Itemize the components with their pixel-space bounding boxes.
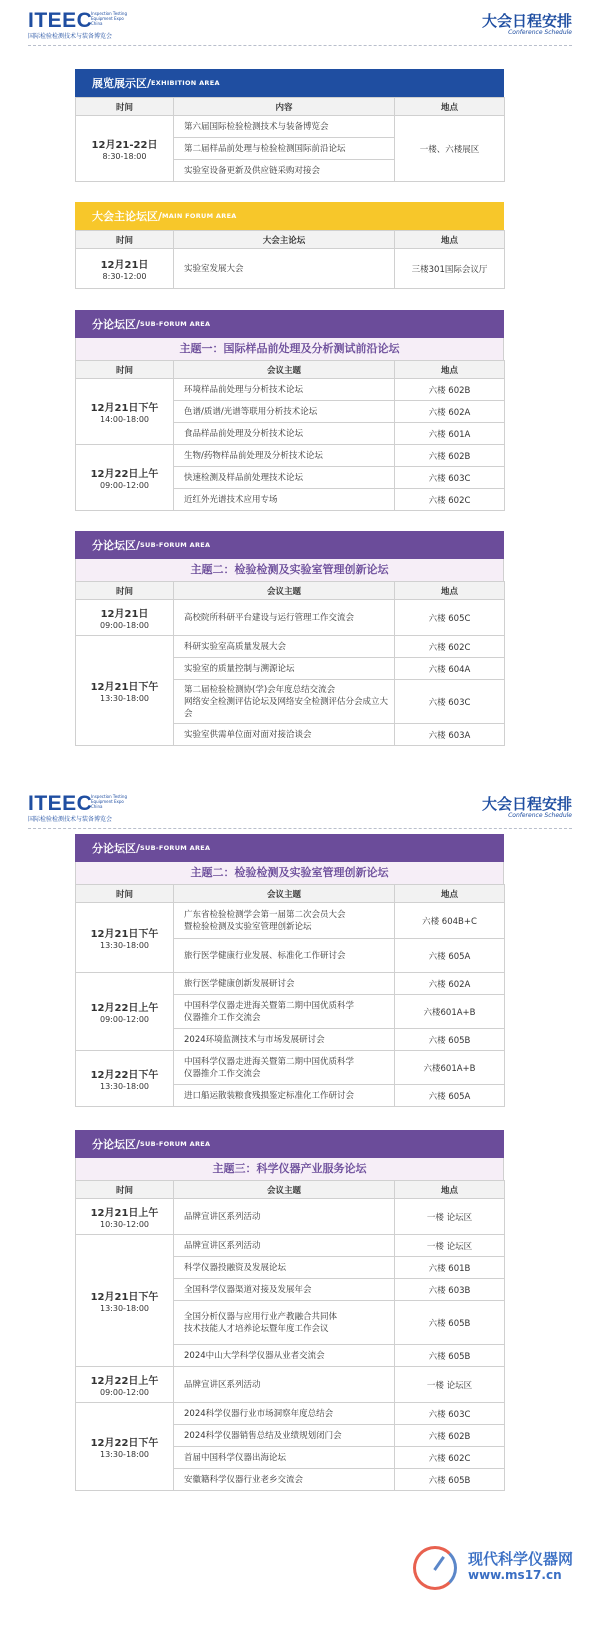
page-header (28, 6, 572, 46)
table-row (76, 379, 505, 401)
time-cell: 12月21日上午 10:30-12:00 (76, 1199, 174, 1235)
location-cell: 六楼 602B (395, 379, 505, 401)
section-bar: 分论坛区/ SUB-FORUM AREA (75, 310, 504, 338)
sub-forum-table (75, 360, 505, 511)
topic-cell: 2024中山大学科学仪器从业者交流会 (174, 1345, 395, 1367)
watermark-url: www.ms17.cn (468, 1568, 562, 1582)
col-header: 地点 (395, 582, 505, 600)
col-header: 地点 (395, 361, 505, 379)
location-cell: 一楼 论坛区 (395, 1235, 505, 1257)
location-cell: 六楼 605A (395, 1085, 505, 1107)
location-cell: 六楼 602C (395, 1447, 505, 1469)
logo-tagline: Inspection Testing Equipment Expo China (91, 11, 127, 26)
table-row (76, 1199, 505, 1235)
table-row (76, 445, 505, 467)
topic-cell: 2024科学仪器行业市场洞察年度总结会 (174, 1403, 395, 1425)
topic-cell: 科学仪器投融资及发展论坛 (174, 1257, 395, 1279)
table-row (76, 1403, 505, 1425)
iteec-logo: ITEEC (28, 792, 93, 815)
topic-cell: 品牌宣讲区系列活动 (174, 1199, 395, 1235)
location-cell: 六楼 602A (395, 401, 505, 423)
table-row (76, 903, 505, 939)
schedule-title: 大会日程安排 (481, 795, 572, 813)
topic-cell: 旅行医学健康创新发展研讨会 (174, 973, 395, 995)
time-cell: 12月21日下午 13:30-18:00 (76, 1235, 174, 1367)
topic-cell: 进口船运散装粮食残损鉴定标准化工作研讨会 (174, 1085, 395, 1107)
col-header: 会议主题 (174, 1181, 395, 1199)
topic-cell: 旅行医学健康行业发展、标准化工作研讨会 (174, 939, 395, 973)
location-cell: 一楼 论坛区 (395, 1367, 505, 1403)
topic-cell: 实验室的质量控制与溯源论坛 (174, 658, 395, 680)
time-cell: 12月22日上午 09:00-12:00 (76, 973, 174, 1051)
topic-cell: 安徽籍科学仪器行业老乡交流会 (174, 1469, 395, 1491)
table-row (76, 1235, 505, 1257)
topic-cell: 2024环境监测技术与市场发展研讨会 (174, 1029, 395, 1051)
time-cell: 12月22日上午 09:00-12:00 (76, 445, 174, 511)
time-cell: 12月22日上午 09:00-12:00 (76, 1367, 174, 1403)
logo-subtitle: 国际检验检测技术与装备博览会 (28, 33, 113, 40)
time-cell: 12月21日下午 13:30-18:00 (76, 903, 174, 973)
location-cell: 六楼 602B (395, 445, 505, 467)
watermark-name: 现代科学仪器网 (468, 1550, 574, 1568)
location-cell: 六楼 605A (395, 939, 505, 973)
theme-title: 主题三：科学仪器产业服务论坛 (75, 1158, 504, 1180)
theme-title: 主题二：检验检测及实验室管理创新论坛 (75, 862, 504, 884)
col-header: 会议主题 (174, 885, 395, 903)
col-header: 会议主题 (174, 582, 395, 600)
location-cell: 六楼 605B (395, 1469, 505, 1491)
main-forum-table: 时间 大会主论坛 地点 12月21日 8:30-12:00 实验室发展大会 三楼301国际会议厅 (75, 230, 505, 289)
time-cell: 12月22日下午 13:30-18:00 (76, 1403, 174, 1491)
topic-cell: 全国科学仪器渠道对接及发展年会 (174, 1279, 395, 1301)
location-cell: 六楼601A+B (395, 995, 505, 1029)
time-cell: 12月21日下午 13:30-18:00 (76, 636, 174, 746)
topic-cell: 高校院所科研平台建设与运行管理工作交流会 (174, 600, 395, 636)
col-header: 地点 (395, 885, 505, 903)
location-cell: 六楼 603C (395, 467, 505, 489)
table-row (76, 1367, 505, 1403)
page-header (28, 789, 572, 829)
location-cell: 六楼 605B (395, 1345, 505, 1367)
topic-cell: 科研实验室高质量发展大会 (174, 636, 395, 658)
topic-cell: 快速检测及样品前处理技术论坛 (174, 467, 395, 489)
location-cell: 六楼 602A (395, 973, 505, 995)
location-cell: 六楼 605C (395, 600, 505, 636)
topic-cell: 环境样品前处理与分析技术论坛 (174, 379, 395, 401)
sub-forum-section (75, 310, 504, 511)
schedule-subtitle: Conference Schedule (508, 812, 572, 819)
section-bar: 展览展示区/ EXHIBITION AREA (75, 69, 504, 97)
topic-cell: 首届中国科学仪器出海论坛 (174, 1447, 395, 1469)
main-forum-section (75, 202, 504, 289)
watermark (411, 1544, 591, 1600)
col-header: 会议主题 (174, 361, 395, 379)
topic-cell: 近红外光谱技术应用专场 (174, 489, 395, 511)
sub-forum-section (75, 1130, 504, 1491)
location-cell: 六楼 602B (395, 1425, 505, 1447)
topic-cell: 中国科学仪器走进海关暨第二期中国优质科学 仪器推介工作交流会 (174, 1051, 395, 1085)
location-cell: 六楼 604B+C (395, 903, 505, 939)
topic-cell: 品牌宣讲区系列活动 (174, 1235, 395, 1257)
section-bar: 分论坛区/ SUB-FORUM AREA (75, 531, 504, 559)
exhibition-table: 时间 内容 地点 12月21-22日 8:30-18:00 第六届国际检验检测技术与装备博览会 一楼、六楼展区 第二届样品前处理与检验检测国际前沿论坛 实验室设备更新及供应链采购对接会 (75, 97, 505, 182)
sub-forum-section (75, 531, 504, 746)
col-header: 时间 (76, 582, 174, 600)
iteec-logo: ITEEC (28, 9, 93, 32)
location-cell: 六楼 602C (395, 636, 505, 658)
table-row (76, 1051, 505, 1085)
time-cell: 12月21日下午 14:00-18:00 (76, 379, 174, 445)
exhibition-section (75, 69, 504, 182)
topic-cell: 中国科学仪器走进海关暨第二期中国优质科学 仪器推介工作交流会 (174, 995, 395, 1029)
location-cell: 六楼 601B (395, 1257, 505, 1279)
topic-cell: 实验室供需单位面对面对接洽谈会 (174, 724, 395, 746)
time-cell: 12月22日下午 13:30-18:00 (76, 1051, 174, 1107)
location-cell: 六楼 603C (395, 1403, 505, 1425)
theme-title: 主题二：检验检测及实验室管理创新论坛 (75, 559, 504, 581)
sub-forum-table (75, 581, 505, 746)
location-cell: 六楼 603B (395, 1279, 505, 1301)
col-header: 地点 (395, 1181, 505, 1199)
location-cell: 六楼 603A (395, 724, 505, 746)
topic-cell: 食品样品前处理及分析技术论坛 (174, 423, 395, 445)
col-header: 时间 (76, 885, 174, 903)
theme-title: 主题一：国际样品前处理及分析测试前沿论坛 (75, 338, 504, 360)
sub-forum-table (75, 1180, 505, 1491)
table-row (76, 973, 505, 995)
sub-forum-table (75, 884, 505, 1107)
time-cell: 12月21日 09:00-18:00 (76, 600, 174, 636)
topic-cell: 广东省检验检测学会第一届第二次会员大会 暨检验检测及实验室管理创新论坛 (174, 903, 395, 939)
topic-cell: 生物/药物样品前处理及分析技术论坛 (174, 445, 395, 467)
section-bar: 大会主论坛区/ MAIN FORUM AREA (75, 202, 504, 230)
logo-subtitle: 国际检验检测技术与装备博览会 (28, 816, 113, 823)
logo-tagline: Inspection Testing Equipment Expo China (91, 794, 127, 809)
location-cell: 六楼 602C (395, 489, 505, 511)
location-cell: 六楼 605B (395, 1301, 505, 1345)
location-cell: 一楼 论坛区 (395, 1199, 505, 1235)
location-cell: 六楼 604A (395, 658, 505, 680)
topic-cell: 品牌宣讲区系列活动 (174, 1367, 395, 1403)
topic-cell: 第二届检验检测协(学)会年度总结交流会 网络安全检测评估论坛及网络安全检测评估分会成立大会 (174, 680, 395, 724)
sub-forum-section (75, 834, 504, 1107)
schedule-title: 大会日程安排 (481, 12, 572, 30)
location-cell: 六楼 601A (395, 423, 505, 445)
col-header: 时间 (76, 361, 174, 379)
section-bar: 分论坛区/ SUB-FORUM AREA (75, 1130, 504, 1158)
col-header: 时间 (76, 1181, 174, 1199)
topic-cell: 色谱/质谱/光谱等联用分析技术论坛 (174, 401, 395, 423)
topic-cell: 2024科学仪器销售总结及业绩规划闭门会 (174, 1425, 395, 1447)
table-row (76, 600, 505, 636)
topic-cell: 全国分析仪器与应用行业产教融合共同体 技术技能人才培养论坛暨年度工作会议 (174, 1301, 395, 1345)
location-cell: 六楼 603C (395, 680, 505, 724)
time-cell: 12月21-22日 8:30-18:00 (76, 116, 174, 182)
schedule-subtitle: Conference Schedule (508, 29, 572, 36)
location-cell: 六楼601A+B (395, 1051, 505, 1085)
location-cell: 六楼 605B (395, 1029, 505, 1051)
table-row (76, 636, 505, 658)
section-bar: 分论坛区/ SUB-FORUM AREA (75, 834, 504, 862)
